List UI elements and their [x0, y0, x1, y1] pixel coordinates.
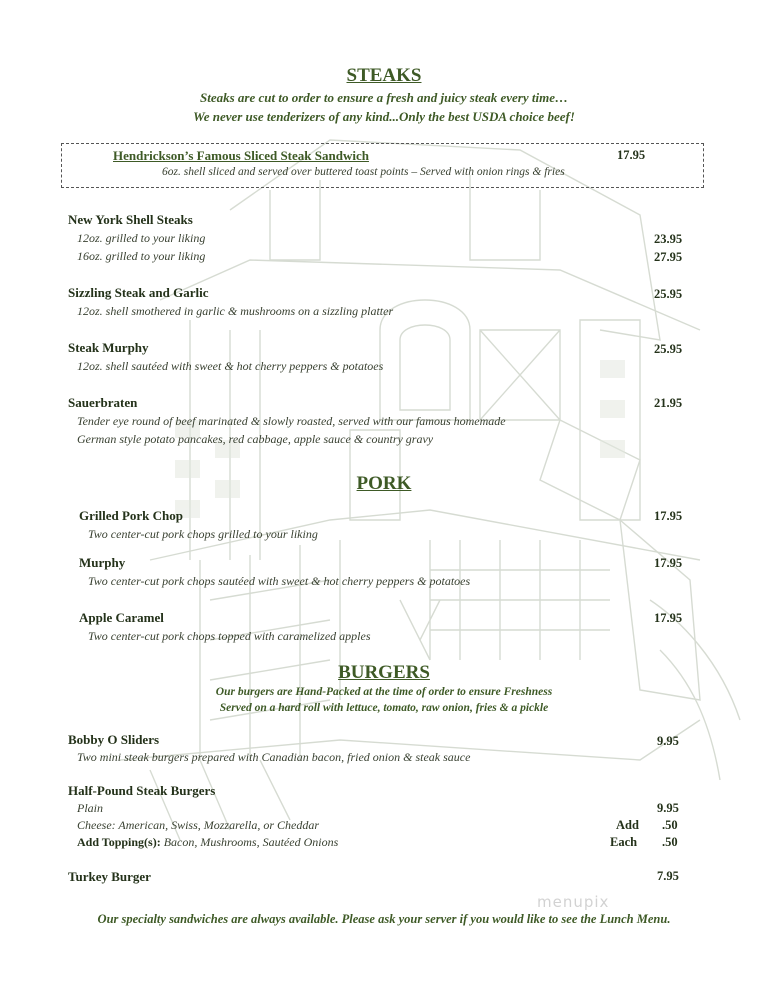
ny-shell-option-1: 12oz. grilled to your liking: [77, 231, 206, 245]
burgers-intro-line-1: Our burgers are Hand-Packed at the time of order to ensure Freshness: [215, 686, 553, 698]
apple-caramel-name: Apple Caramel: [79, 610, 164, 625]
pork-murphy-name: Murphy: [79, 555, 126, 570]
footer-note: Our specialty sandwiches are always available. Please ask your server if you would like to see the Lunch Menu.: [97, 912, 671, 926]
steaks-intro-line-2: We never use tenderizers of any kind...Only the best USDA choice beef!: [193, 109, 575, 124]
pork-murphy-desc: Two center-cut pork chops sautéed with sweet & hot cherry peppers & potatoes: [88, 574, 471, 588]
ny-shell-option-2: 16oz. grilled to your liking: [77, 249, 206, 263]
sizzling-steak-desc: 12oz. shell smothered in garlic & mushrooms on a sizzling platter: [77, 304, 394, 318]
burgers-section-title: BURGERS: [338, 662, 430, 683]
apple-caramel-price: 17.95: [654, 611, 683, 625]
topping-options: Bacon, Mushrooms, Sautéed Onions: [163, 835, 339, 849]
grilled-pork-chop-price: 17.95: [654, 509, 683, 523]
pork-murphy-price: 17.95: [654, 556, 683, 570]
cheese-price: .50: [662, 818, 678, 832]
burgers-intro-line-2: Served on a hard roll with lettuce, tomato, raw onion, fries & a pickle: [219, 702, 549, 714]
bobby-o-sliders-price: 9.95: [657, 734, 679, 748]
cheese-label: Cheese: American, Swiss, Mozzarella, or Cheddar: [77, 818, 319, 832]
steak-murphy-desc: 12oz. shell sautéed with sweet & hot cherry peppers & potatoes: [77, 359, 384, 373]
bobby-o-sliders-desc: Two mini steak burgers prepared with Canadian bacon, fried onion & steak sauce: [77, 750, 471, 764]
topping-price: .50: [662, 835, 678, 849]
sauerbraten-price: 21.95: [654, 396, 683, 410]
plain-label: Plain: [77, 801, 103, 815]
sauerbraten-desc-line-2: German style potato pancakes, red cabbage, apple sauce & country gravy: [77, 432, 434, 446]
topping-each-label: Each: [610, 835, 638, 849]
pork-section-title: PORK: [356, 473, 412, 494]
grilled-pork-chop-desc: Two center-cut pork chops grilled to your liking: [88, 527, 318, 541]
bobby-o-sliders-name: Bobby O Sliders: [68, 732, 160, 747]
ny-shell-price-1: 23.95: [654, 232, 683, 246]
turkey-burger-price: 7.95: [657, 869, 679, 883]
steaks-intro-line-1: Steaks are cut to order to ensure a fresh and juicy steak every time…: [200, 90, 568, 105]
ny-shell-price-2: 27.95: [654, 250, 683, 264]
plain-price: 9.95: [657, 801, 679, 815]
topping-line: [77, 835, 338, 850]
steak-murphy-name: Steak Murphy: [68, 340, 149, 355]
steak-murphy-price: 25.95: [654, 342, 683, 356]
sizzling-steak-price: 25.95: [654, 287, 683, 301]
grilled-pork-chop-name: Grilled Pork Chop: [79, 508, 184, 523]
featured-item-price: 17.95: [617, 148, 646, 162]
turkey-burger-name: Turkey Burger: [68, 869, 151, 884]
featured-item-desc: 6oz. shell sliced and served over buttered toast points – Served with onion rings & fries: [162, 166, 565, 178]
topping-label: Add Topping(s):: [77, 835, 161, 849]
watermark-text: menupix: [537, 893, 610, 911]
sauerbraten-name: Sauerbraten: [68, 395, 138, 410]
apple-caramel-desc: Two center-cut pork chops topped with caramelized apples: [88, 629, 371, 643]
sizzling-steak-name: Sizzling Steak and Garlic: [68, 285, 209, 300]
sauerbraten-desc-line-1: Tender eye round of beef marinated & slowly roasted, served with our famous homemade: [77, 414, 506, 428]
ny-shell-name: New York Shell Steaks: [68, 212, 193, 227]
steaks-section-title: STEAKS: [346, 65, 422, 86]
featured-item-name: Hendrickson’s Famous Sliced Steak Sandwich: [113, 148, 369, 163]
half-pound-burgers-name: Half-Pound Steak Burgers: [68, 783, 216, 798]
cheese-add-label: Add: [616, 818, 639, 832]
